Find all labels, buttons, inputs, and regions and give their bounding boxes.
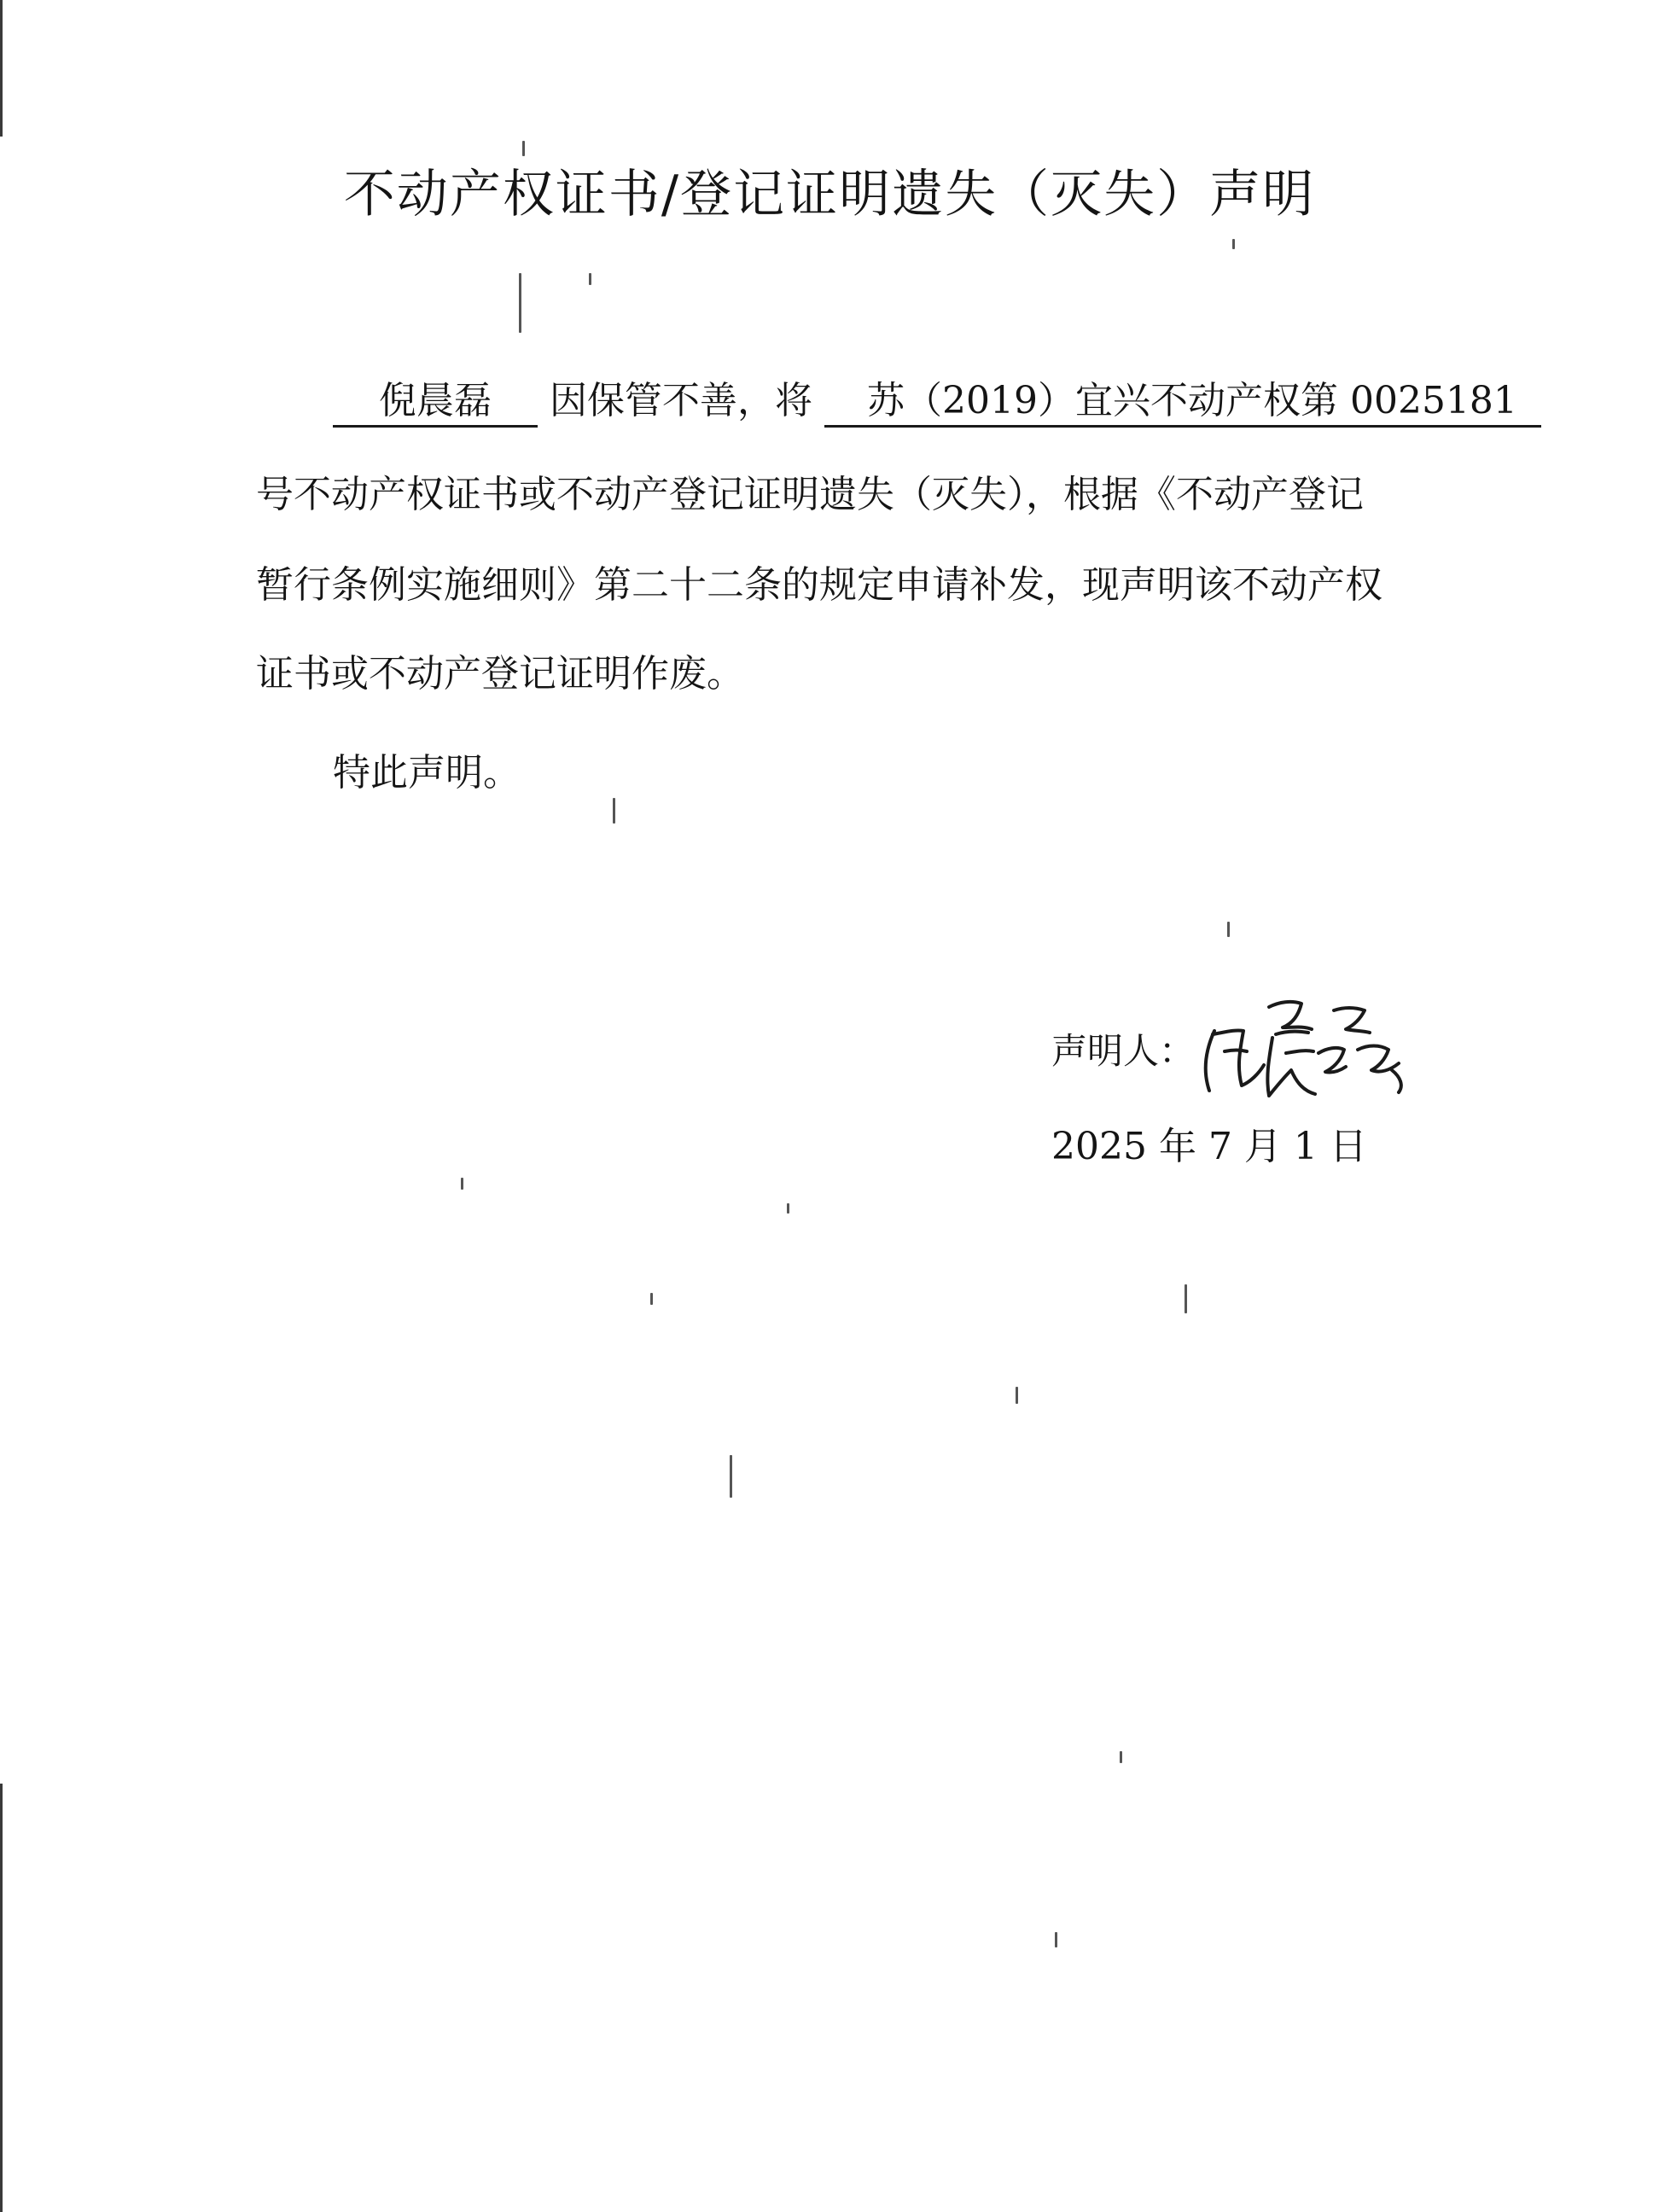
- scan-speck: [1232, 239, 1235, 249]
- declarant-name: 倪晨磊: [333, 377, 538, 428]
- scan-speck: [650, 1293, 653, 1305]
- scan-edge-bottom: [0, 1784, 3, 2212]
- scan-speck: [1055, 1932, 1057, 1947]
- scan-speck: [1185, 1284, 1187, 1313]
- scan-speck: [589, 273, 591, 285]
- closing-text: 特此声明。: [333, 751, 521, 795]
- scan-speck: [1016, 1387, 1018, 1404]
- scan-speck: [1120, 1751, 1122, 1763]
- scan-speck: [1227, 922, 1230, 937]
- statement-line-1: [333, 375, 1517, 428]
- scan-speck: [519, 273, 521, 333]
- signer-label: 声明人：: [1051, 1030, 1196, 1072]
- certificate-number: 苏（2019）宜兴不动产权第 0025181: [824, 377, 1541, 428]
- scan-speck: [461, 1178, 463, 1190]
- statement-line-3: 暂行条例实施细则》第二十二条的规定申请补发，现声明该不动产权: [256, 563, 1382, 607]
- scan-edge-top: [0, 0, 3, 137]
- declaration-date: 2025 年 7 月 1 日: [1051, 1125, 1367, 1168]
- scan-speck: [613, 798, 615, 824]
- scan-speck: [730, 1455, 732, 1498]
- statement-text: 因保管不善，将: [550, 379, 812, 422]
- statement-line-4: 证书或不动产登记证明作废。: [256, 652, 744, 696]
- scan-speck: [522, 141, 525, 156]
- scan-speck: [787, 1203, 789, 1214]
- page-title: 不动产权证书/登记证明遗失（灭失）声明: [343, 165, 1316, 224]
- statement-line-2: 号不动产权证书或不动产登记证明遗失（灭失），根据《不动产登记: [256, 473, 1364, 516]
- handwritten-signature: [1190, 981, 1412, 1109]
